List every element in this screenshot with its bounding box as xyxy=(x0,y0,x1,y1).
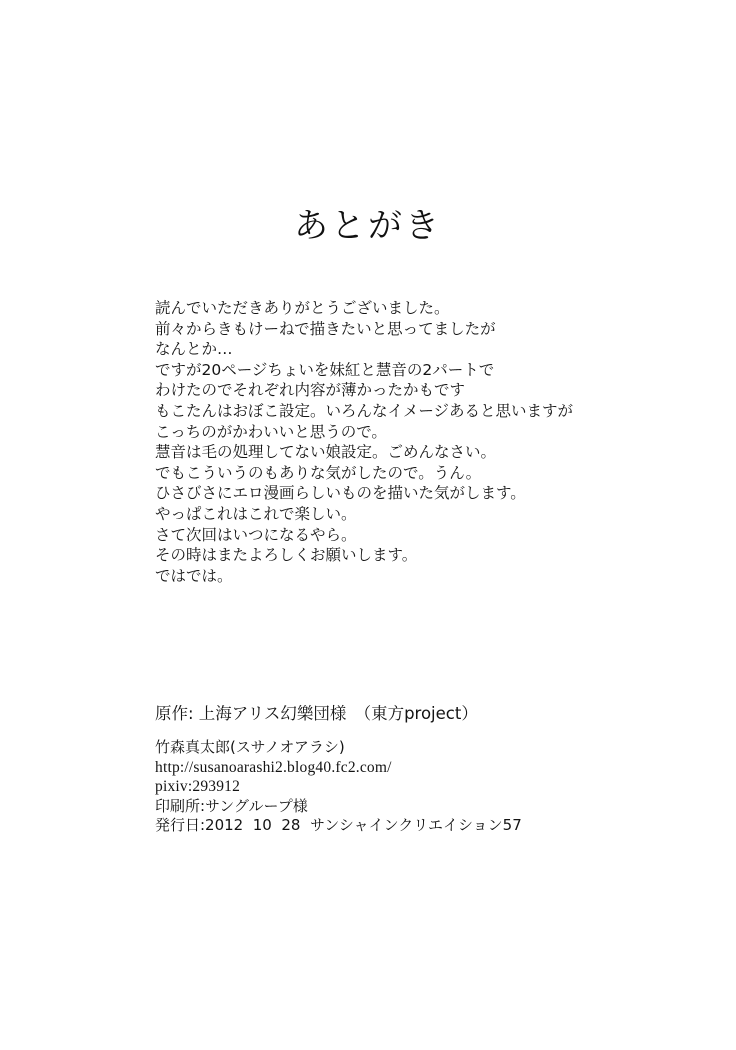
afterword-text xyxy=(155,298,625,586)
colophon-publication-date: 発行日:2012 10 28 サンシャインクリエイション57 xyxy=(155,816,522,834)
afterword-line: ですが20ページちょいを妹紅と慧音の2パートで xyxy=(155,360,495,379)
colophon xyxy=(155,738,635,836)
original-work-credit: 原作: 上海アリス幻樂団様 （東方project） xyxy=(155,704,478,723)
afterword-line: その時はまたよろしくお願いします。 xyxy=(155,546,418,565)
afterword-line: 読んでいただきありがとうございました。 xyxy=(155,299,450,317)
afterword-line: わけたのでそれぞれ内容が薄かったかもです xyxy=(155,381,466,400)
afterword-line: ひさびさにエロ漫画らしいものを描いた気がします。 xyxy=(155,484,526,503)
colophon-author: 竹森真太郎(スサノオアラシ) xyxy=(155,738,345,756)
afterword-line: 慧音は毛の処理してない娘設定。ごめんなさい。 xyxy=(155,443,497,462)
afterword-line: ではでは。 xyxy=(155,566,233,585)
afterword-line: さて次回はいつになるやら。 xyxy=(155,525,357,544)
colophon-pixiv-id: pixiv:293912 xyxy=(155,778,241,795)
afterword-line: でもこういうのもありな気がしたので。うん。 xyxy=(155,463,482,482)
afterword-line: 前々からきもけーねで描きたいと思ってましたが xyxy=(155,319,496,338)
colophon-printer: 印刷所:サングループ様 xyxy=(155,796,308,815)
afterword-line: こっちのがかわいいと思うので。 xyxy=(155,422,387,441)
afterword-line: もこたんはおぼこ設定。いろんなイメージあると思いますが xyxy=(155,401,574,420)
afterword-line: なんとか… xyxy=(155,340,233,359)
page-title: あとがき xyxy=(294,206,442,246)
colophon-website-url[interactable]: http://susanoarashi2.blog40.fc2.com/ xyxy=(155,758,392,776)
afterword-line: やっぱこれはこれで楽しい。 xyxy=(155,504,357,523)
